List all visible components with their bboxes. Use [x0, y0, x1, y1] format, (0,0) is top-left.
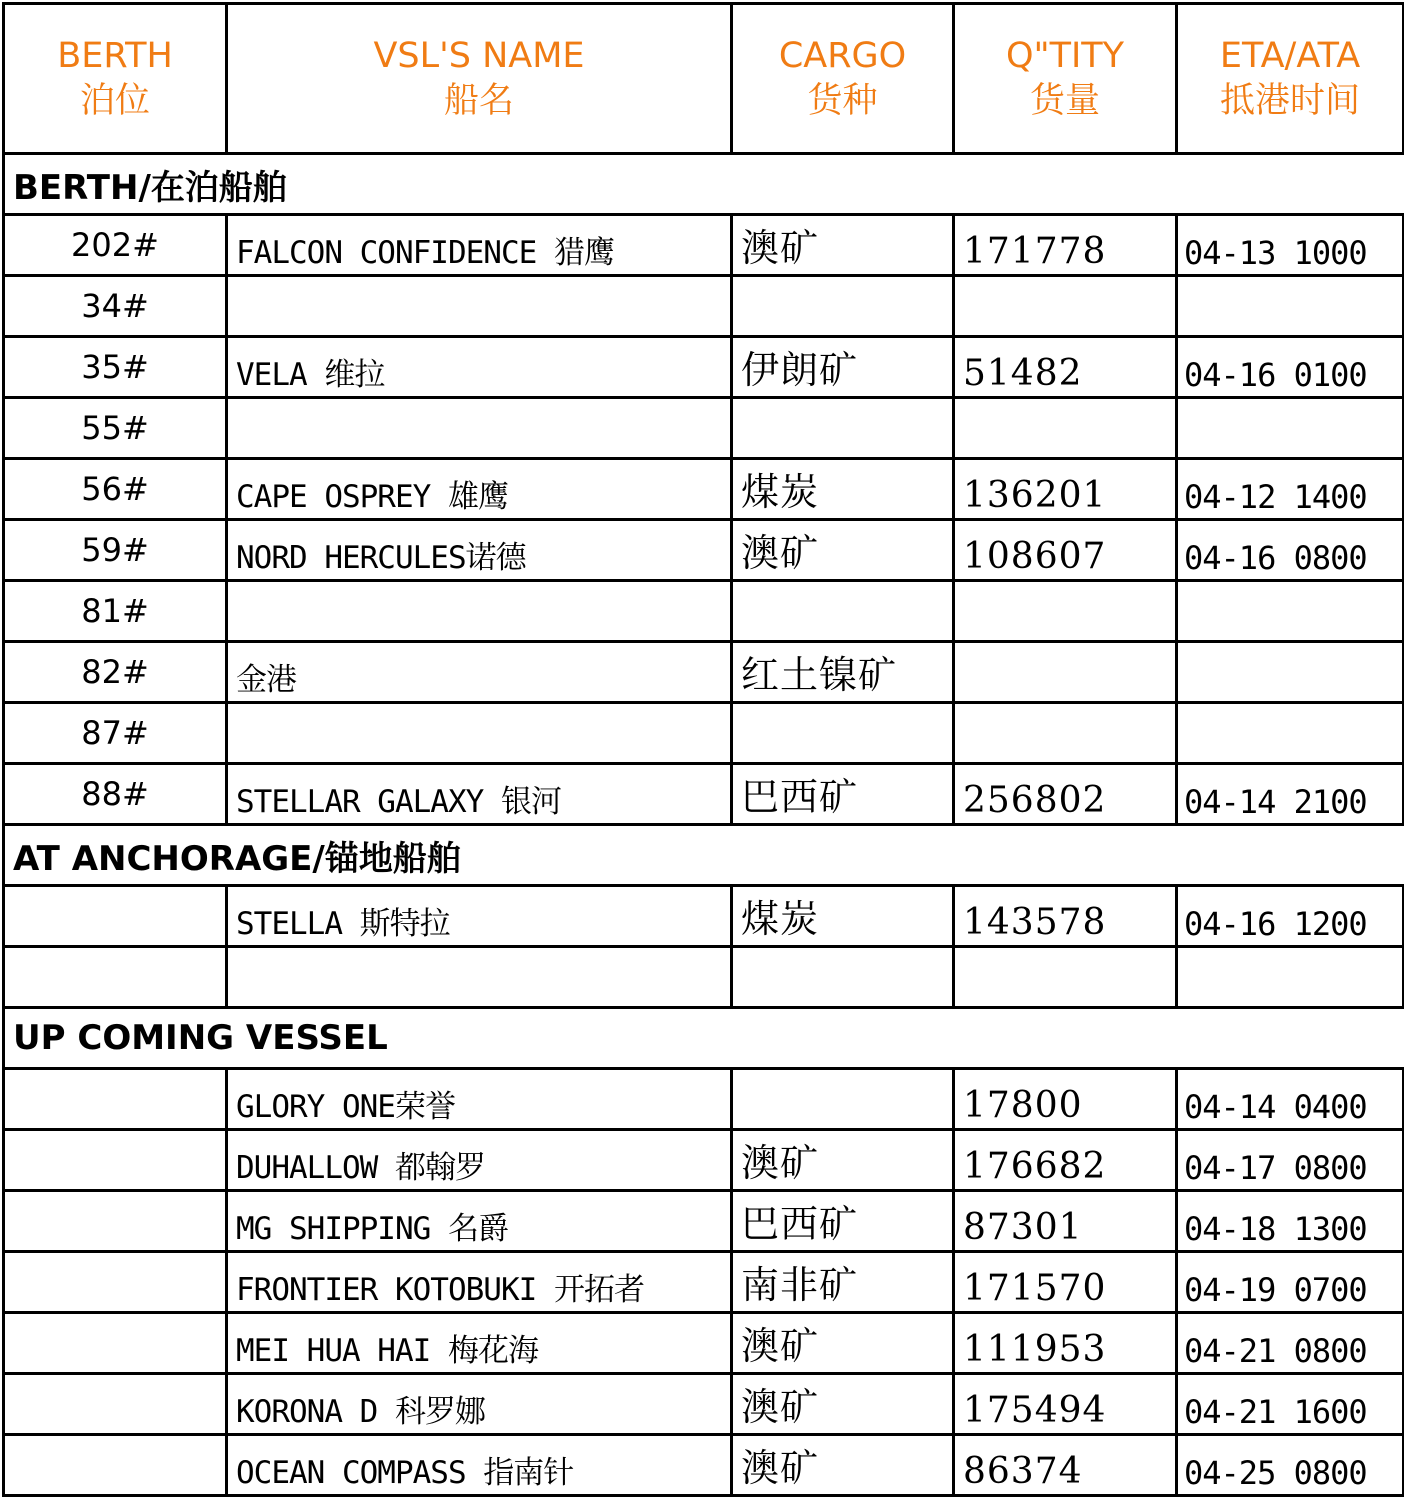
- quantity-cell: 175494: [954, 1374, 1177, 1435]
- vessel-name-cell: FALCON CONFIDENCE 猎鹰: [227, 215, 732, 276]
- cargo-cell: 巴西矿: [732, 764, 954, 825]
- eta-cell: [1177, 642, 1404, 703]
- vessel-name-cell: GLORY ONE荣誉: [227, 1069, 732, 1130]
- table-row: [4, 1252, 1404, 1313]
- section-header-row: [4, 825, 1404, 886]
- cargo-cell: [732, 947, 954, 1008]
- header-berth: [4, 4, 227, 154]
- table-row: [4, 276, 1404, 337]
- eta-cell: 04-21 0800: [1177, 1313, 1404, 1374]
- quantity-cell: [954, 398, 1177, 459]
- header-eta-en: ETA/ATA: [1219, 36, 1361, 77]
- berth-cell: [4, 1374, 227, 1435]
- berth-cell: 88#: [4, 764, 227, 825]
- vessel-name-cell: DUHALLOW 都翰罗: [227, 1130, 732, 1191]
- quantity-cell: 51482: [954, 337, 1177, 398]
- berth-cell: [4, 1313, 227, 1374]
- eta-cell: 04-13 1000: [1177, 215, 1404, 276]
- eta-cell: 04-18 1300: [1177, 1191, 1404, 1252]
- eta-cell: 04-16 0100: [1177, 337, 1404, 398]
- cargo-cell: 煤炭: [732, 886, 954, 947]
- vessel-name-cell: STELLA 斯特拉: [227, 886, 732, 947]
- table-row: [4, 1191, 1404, 1252]
- berth-cell: [4, 1191, 227, 1252]
- eta-cell: 04-17 0800: [1177, 1130, 1404, 1191]
- quantity-cell: [954, 581, 1177, 642]
- cargo-cell: 澳矿: [732, 215, 954, 276]
- berth-cell: [4, 1130, 227, 1191]
- eta-cell: [1177, 581, 1404, 642]
- berth-cell: 81#: [4, 581, 227, 642]
- cargo-cell: 澳矿: [732, 1374, 954, 1435]
- eta-cell: 04-16 0800: [1177, 520, 1404, 581]
- table-row: [4, 520, 1404, 581]
- berth-cell: [4, 1069, 227, 1130]
- table-row: [4, 947, 1404, 1008]
- vessel-name-cell: OCEAN COMPASS 指南针: [227, 1435, 732, 1496]
- vessel-name-cell: [227, 947, 732, 1008]
- quantity-cell: 143578: [954, 886, 1177, 947]
- section-header-row: [4, 154, 1404, 215]
- quantity-cell: 176682: [954, 1130, 1177, 1191]
- berth-cell: 202#: [4, 215, 227, 276]
- quantity-cell: 256802: [954, 764, 1177, 825]
- section-title: BERTH/在泊船舶: [4, 154, 1404, 215]
- header-vessel-name: [227, 4, 732, 154]
- eta-cell: [1177, 947, 1404, 1008]
- table-row: [4, 1313, 1404, 1374]
- header-berth-cn: 泊位: [79, 80, 150, 121]
- quantity-cell: [954, 276, 1177, 337]
- cargo-cell: 澳矿: [732, 520, 954, 581]
- vessel-name-cell: MEI HUA HAI 梅花海: [227, 1313, 732, 1374]
- header-eta-cn: 抵港时间: [1219, 80, 1360, 121]
- table-row: [4, 215, 1404, 276]
- section-title: AT ANCHORAGE/锚地船舶: [4, 825, 1404, 886]
- cargo-cell: 伊朗矿: [732, 337, 954, 398]
- eta-cell: 04-25 0800: [1177, 1435, 1404, 1496]
- eta-cell: 04-21 1600: [1177, 1374, 1404, 1435]
- cargo-cell: 澳矿: [732, 1130, 954, 1191]
- header-vessel-name-en: VSL'S NAME: [373, 36, 585, 77]
- table-row: [4, 1435, 1404, 1496]
- vessel-name-cell: VELA 维拉: [227, 337, 732, 398]
- cargo-cell: [732, 398, 954, 459]
- table-row: [4, 459, 1404, 520]
- berth-cell: 34#: [4, 276, 227, 337]
- vessel-name-cell: FRONTIER KOTOBUKI 开拓者: [227, 1252, 732, 1313]
- section-title: UP COMING VESSEL: [4, 1008, 1404, 1069]
- cargo-cell: 澳矿: [732, 1313, 954, 1374]
- cargo-cell: [732, 1069, 954, 1130]
- eta-cell: 04-19 0700: [1177, 1252, 1404, 1313]
- vessel-name-cell: [227, 276, 732, 337]
- berth-cell: [4, 1252, 227, 1313]
- eta-cell: 04-14 2100: [1177, 764, 1404, 825]
- vessel-name-cell: [227, 581, 732, 642]
- quantity-cell: [954, 947, 1177, 1008]
- table-row: [4, 1374, 1404, 1435]
- cargo-cell: 南非矿: [732, 1252, 954, 1313]
- quantity-cell: 111953: [954, 1313, 1177, 1374]
- cargo-cell: 红土镍矿: [732, 642, 954, 703]
- berth-cell: 82#: [4, 642, 227, 703]
- header-cargo-en: CARGO: [778, 36, 907, 77]
- quantity-cell: 108607: [954, 520, 1177, 581]
- table-row: [4, 1069, 1404, 1130]
- eta-cell: 04-12 1400: [1177, 459, 1404, 520]
- eta-cell: [1177, 276, 1404, 337]
- header-cargo: [732, 4, 954, 154]
- berth-cell: 59#: [4, 520, 227, 581]
- table-row: [4, 581, 1404, 642]
- cargo-cell: [732, 581, 954, 642]
- section-header-row: [4, 1008, 1404, 1069]
- eta-cell: [1177, 703, 1404, 764]
- table-row: [4, 886, 1404, 947]
- table-row: [4, 1130, 1404, 1191]
- vessel-name-cell: MG SHIPPING 名爵: [227, 1191, 732, 1252]
- vessel-schedule-table: [2, 2, 1404, 1497]
- eta-cell: 04-14 0400: [1177, 1069, 1404, 1130]
- header-row: [4, 4, 1404, 154]
- cargo-cell: [732, 276, 954, 337]
- cargo-cell: 煤炭: [732, 459, 954, 520]
- cargo-cell: 巴西矿: [732, 1191, 954, 1252]
- header-vessel-name-cn: 船名: [443, 80, 514, 121]
- quantity-cell: 171778: [954, 215, 1177, 276]
- header-cargo-cn: 货种: [807, 80, 878, 121]
- table-row: [4, 642, 1404, 703]
- quantity-cell: 87301: [954, 1191, 1177, 1252]
- vessel-name-cell: STELLAR GALAXY 银河: [227, 764, 732, 825]
- berth-cell: [4, 947, 227, 1008]
- vessel-name-cell: KORONA D 科罗娜: [227, 1374, 732, 1435]
- vessel-name-cell: CAPE OSPREY 雄鹰: [227, 459, 732, 520]
- eta-cell: [1177, 398, 1404, 459]
- header-quantity-en: Q"TITY: [1005, 36, 1125, 77]
- table-row: [4, 337, 1404, 398]
- table-row: [4, 764, 1404, 825]
- table-row: [4, 703, 1404, 764]
- quantity-cell: [954, 642, 1177, 703]
- header-quantity-cn: 货量: [1029, 80, 1100, 121]
- quantity-cell: 86374: [954, 1435, 1177, 1496]
- cargo-cell: 澳矿: [732, 1435, 954, 1496]
- berth-cell: 35#: [4, 337, 227, 398]
- berth-cell: 55#: [4, 398, 227, 459]
- quantity-cell: 171570: [954, 1252, 1177, 1313]
- header-quantity: [954, 4, 1177, 154]
- header-eta: [1177, 4, 1404, 154]
- vessel-name-cell: [227, 398, 732, 459]
- berth-cell: 56#: [4, 459, 227, 520]
- berth-cell: 87#: [4, 703, 227, 764]
- berth-cell: [4, 886, 227, 947]
- table-body: [4, 154, 1404, 1496]
- vessel-name-cell: 金港: [227, 642, 732, 703]
- vessel-name-cell: [227, 703, 732, 764]
- quantity-cell: 17800: [954, 1069, 1177, 1130]
- cargo-cell: [732, 703, 954, 764]
- quantity-cell: [954, 703, 1177, 764]
- header-berth-en: BERTH: [57, 36, 173, 77]
- quantity-cell: 136201: [954, 459, 1177, 520]
- vessel-name-cell: NORD HERCULES诺德: [227, 520, 732, 581]
- table-row: [4, 398, 1404, 459]
- berth-cell: [4, 1435, 227, 1496]
- eta-cell: 04-16 1200: [1177, 886, 1404, 947]
